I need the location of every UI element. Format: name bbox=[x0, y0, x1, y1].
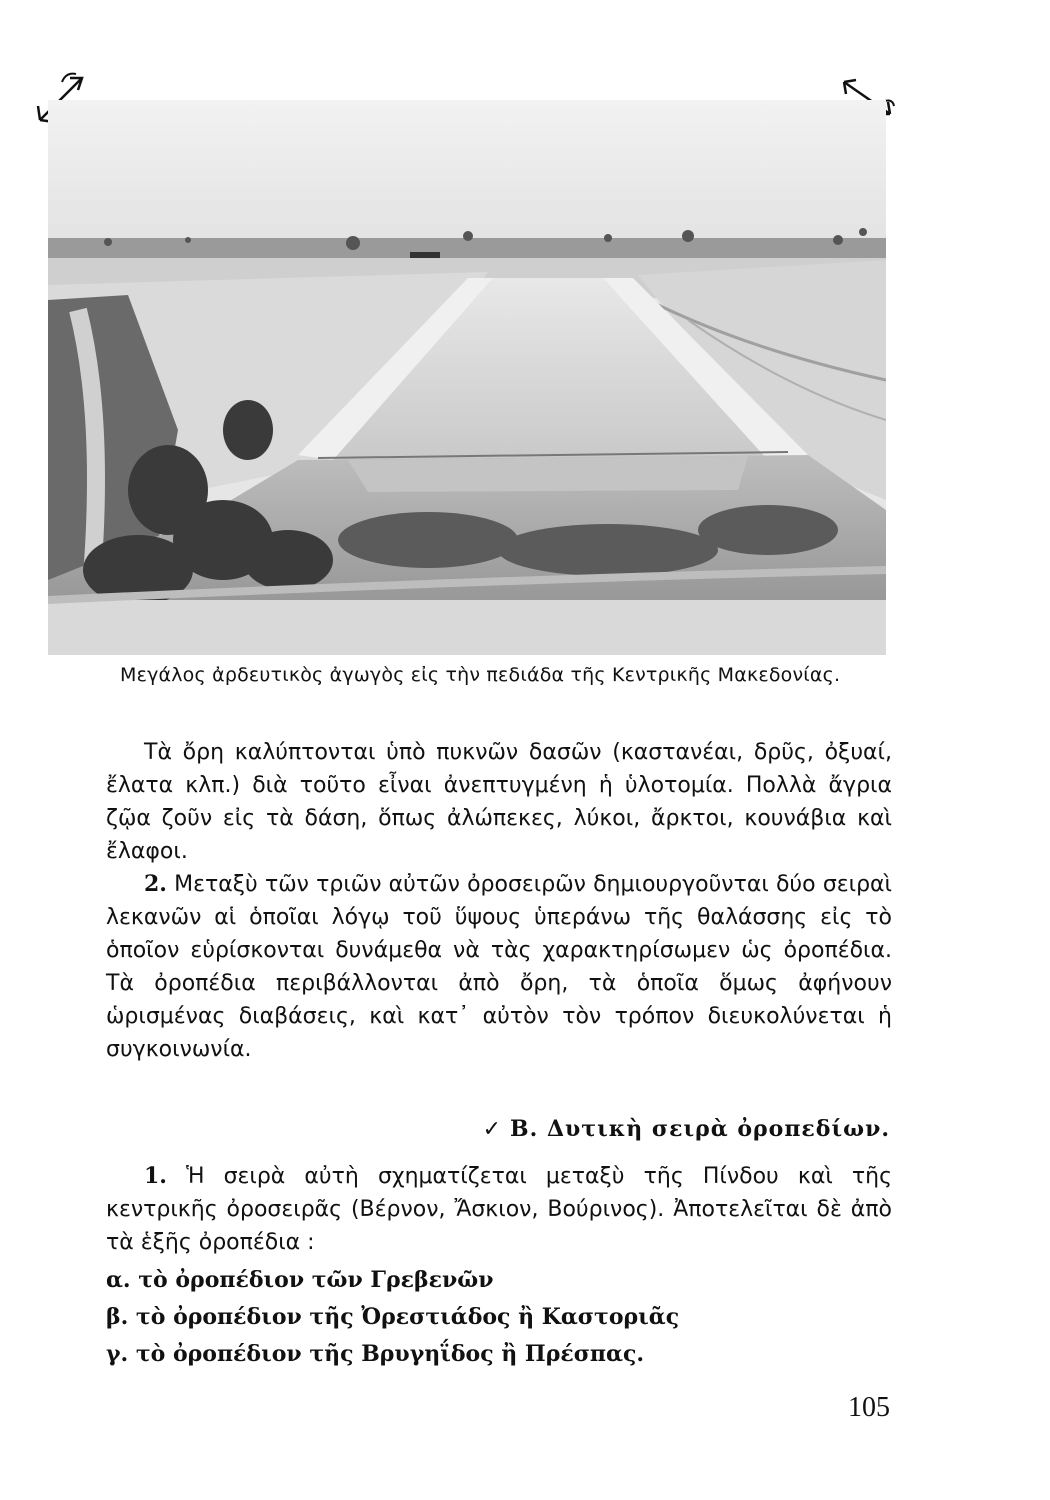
section-heading-text: Β. Δυτικὴ σειρὰ ὀροπεδίων. bbox=[510, 1116, 890, 1142]
paragraph-text: Μεταξὺ τῶν τριῶν αὐτῶν ὀροσειρῶν δημιουργοῦνται δύο σειραὶ λεκανῶν αἱ ὁποῖαι λόγῳ τοῦ ὕψους ὑπεράνω τῆς θαλάσσης εἰς τὸ ὁποῖον εὑρίσκονται δυνάμεθα νὰ τὰς χαρακτηρίσωμεν ὡς ὀροπέδια. Τὰ ὀροπέδια περιβάλλονται ἀπὸ ὄρη, τὰ ὁποῖα ὅμως ἀφήνουν ὡρισμένας διαβάσεις, καὶ κατ᾽ αὐτὸν τὸν τρόπον διευκολύνεται ἡ συγκοινωνία. bbox=[106, 872, 893, 1062]
figure-caption: Μεγάλος ἀρδευτικὸς ἀγωγὸς εἰς τὴν πεδιάδα τῆς Κεντρικῆς Μακεδονίας. bbox=[120, 664, 841, 686]
handwritten-check-icon: ✓ bbox=[482, 1117, 503, 1142]
section-body-text bbox=[106, 1160, 892, 1259]
body-text bbox=[106, 736, 892, 1066]
paragraph-western-series bbox=[106, 1160, 892, 1259]
plateau-list bbox=[106, 1262, 892, 1373]
section-heading bbox=[480, 1116, 890, 1142]
list-item: γ. τὸ ὀροπέδιον τῆς Βρυγηΐδος ἢ Πρέσπας. bbox=[106, 1341, 645, 1367]
paragraph-number: 2. bbox=[144, 871, 167, 897]
list-item: α. τὸ ὀροπέδιον τῶν Γρεβενῶν bbox=[106, 1267, 494, 1293]
list-item: β. τὸ ὀροπέδιον τῆς Ὀρεστιάδος ἢ Καστοριᾶς bbox=[106, 1304, 680, 1330]
paragraph-number: 1. bbox=[144, 1163, 167, 1189]
page-number: 105 bbox=[848, 1392, 890, 1423]
paragraph-forests: Τὰ ὄρη καλύπτονται ὑπὸ πυκνῶν δασῶν (καστανέαι, δρῦς, ὀξυαί, ἔλατα κλπ.) διὰ τοῦτο εἶναι ἀνεπτυγμένη ἡ ὑλοτομία. Πολλὰ ἄγρια ζῷα ζοῦν εἰς τὰ δάση, ὅπως ἀλώπεκες, λύκοι, ἄρκτοι, κουνάβια καὶ ἔλαφοι. bbox=[106, 740, 892, 864]
paragraph-text: Ἡ σειρὰ αὐτὴ σχηματίζεται μεταξὺ τῆς Πίνδου καὶ τῆς κεντρικῆς ὀροσειρᾶς (Βέρνον, Ἄσκιον, Βούρινος). Ἀποτελεῖται δὲ ἀπὸ τὰ ἑξῆς ὀροπέδια : bbox=[106, 1164, 892, 1255]
paragraph-plateaus bbox=[106, 868, 892, 1066]
irrigation-canal-photo bbox=[48, 100, 886, 655]
